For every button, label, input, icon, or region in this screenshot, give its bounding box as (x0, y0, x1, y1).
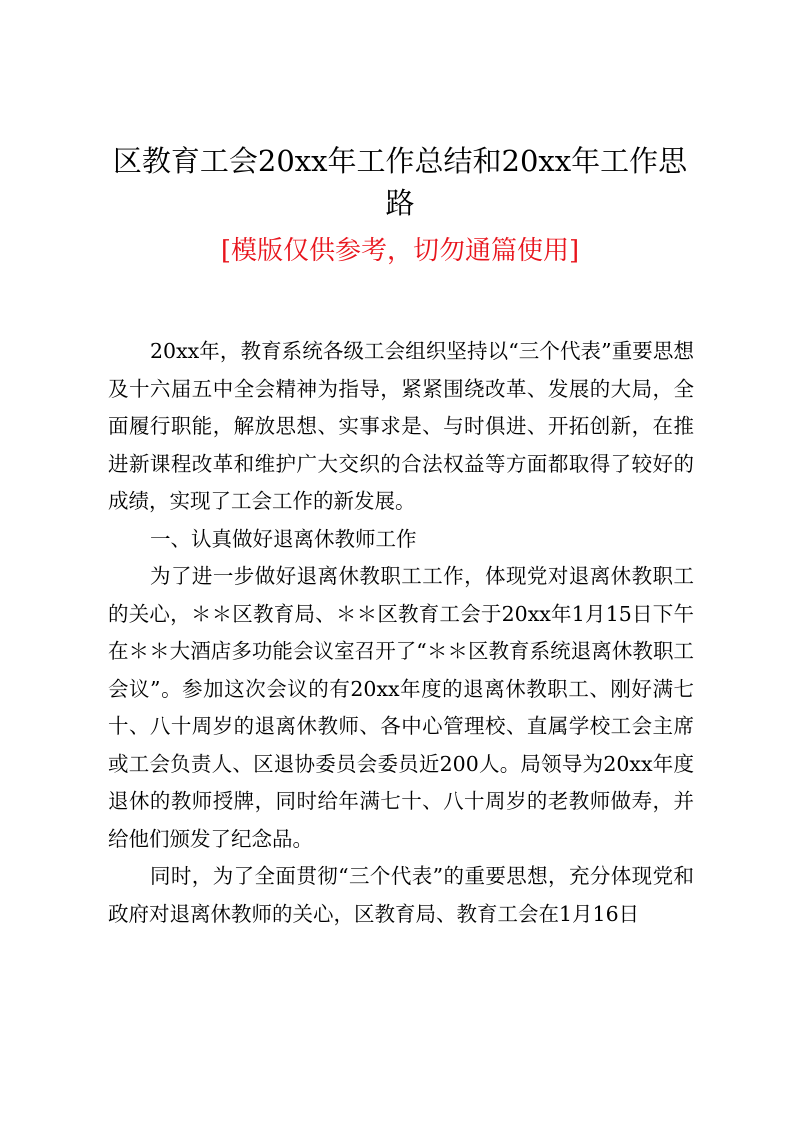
paragraph-intro: 20xx年，教育系统各级工会组织坚持以“三个代表”重要思想及十六届五中全会精神为指导，紧紧围绕改革、发展的大局，全面履行职能，解放思想、实事求是、与时俱进、开拓创新，在推进新课程改革和维护广大交织的合法权益等方面都取得了较好的成绩，实现了工会工作的新发展。 (108, 339, 694, 513)
paragraph-retiree-meeting: 为了进一步做好退离休教职工工作，体现党对退离休教职工的关心，＊＊区教育局、＊＊区教育工会于20xx年1月15日下午在＊＊大酒店多功能会议室召开了“＊＊区教育系统退离休教职工会议”。参加这次会议的有20xx年度的退离休教职工、刚好满七十、八十周岁的退离休教师、各中心管理校、直属学校工会主席或工会负责人、区退协委员会委员近200人。局领导为20xx年度退休的教师授牌，同时给年满七十、八十周岁的老教师做寿，并给他们颁发了纪念品。 (108, 564, 694, 851)
document-title: 区教育工会20xx年工作总结和20xx年工作思路 (112, 144, 688, 220)
section-heading-1: 一、认真做好退离休教师工作 (150, 526, 417, 551)
template-notice: [模版仅供参考，切勿通篇使用] (220, 236, 580, 266)
paragraph-continued: 同时，为了全面贯彻“三个代表”的重要思想，充分体现党和政府对退离休教师的关心，区教育局、教育工会在1月16日 (108, 864, 694, 926)
document-body (108, 333, 694, 933)
